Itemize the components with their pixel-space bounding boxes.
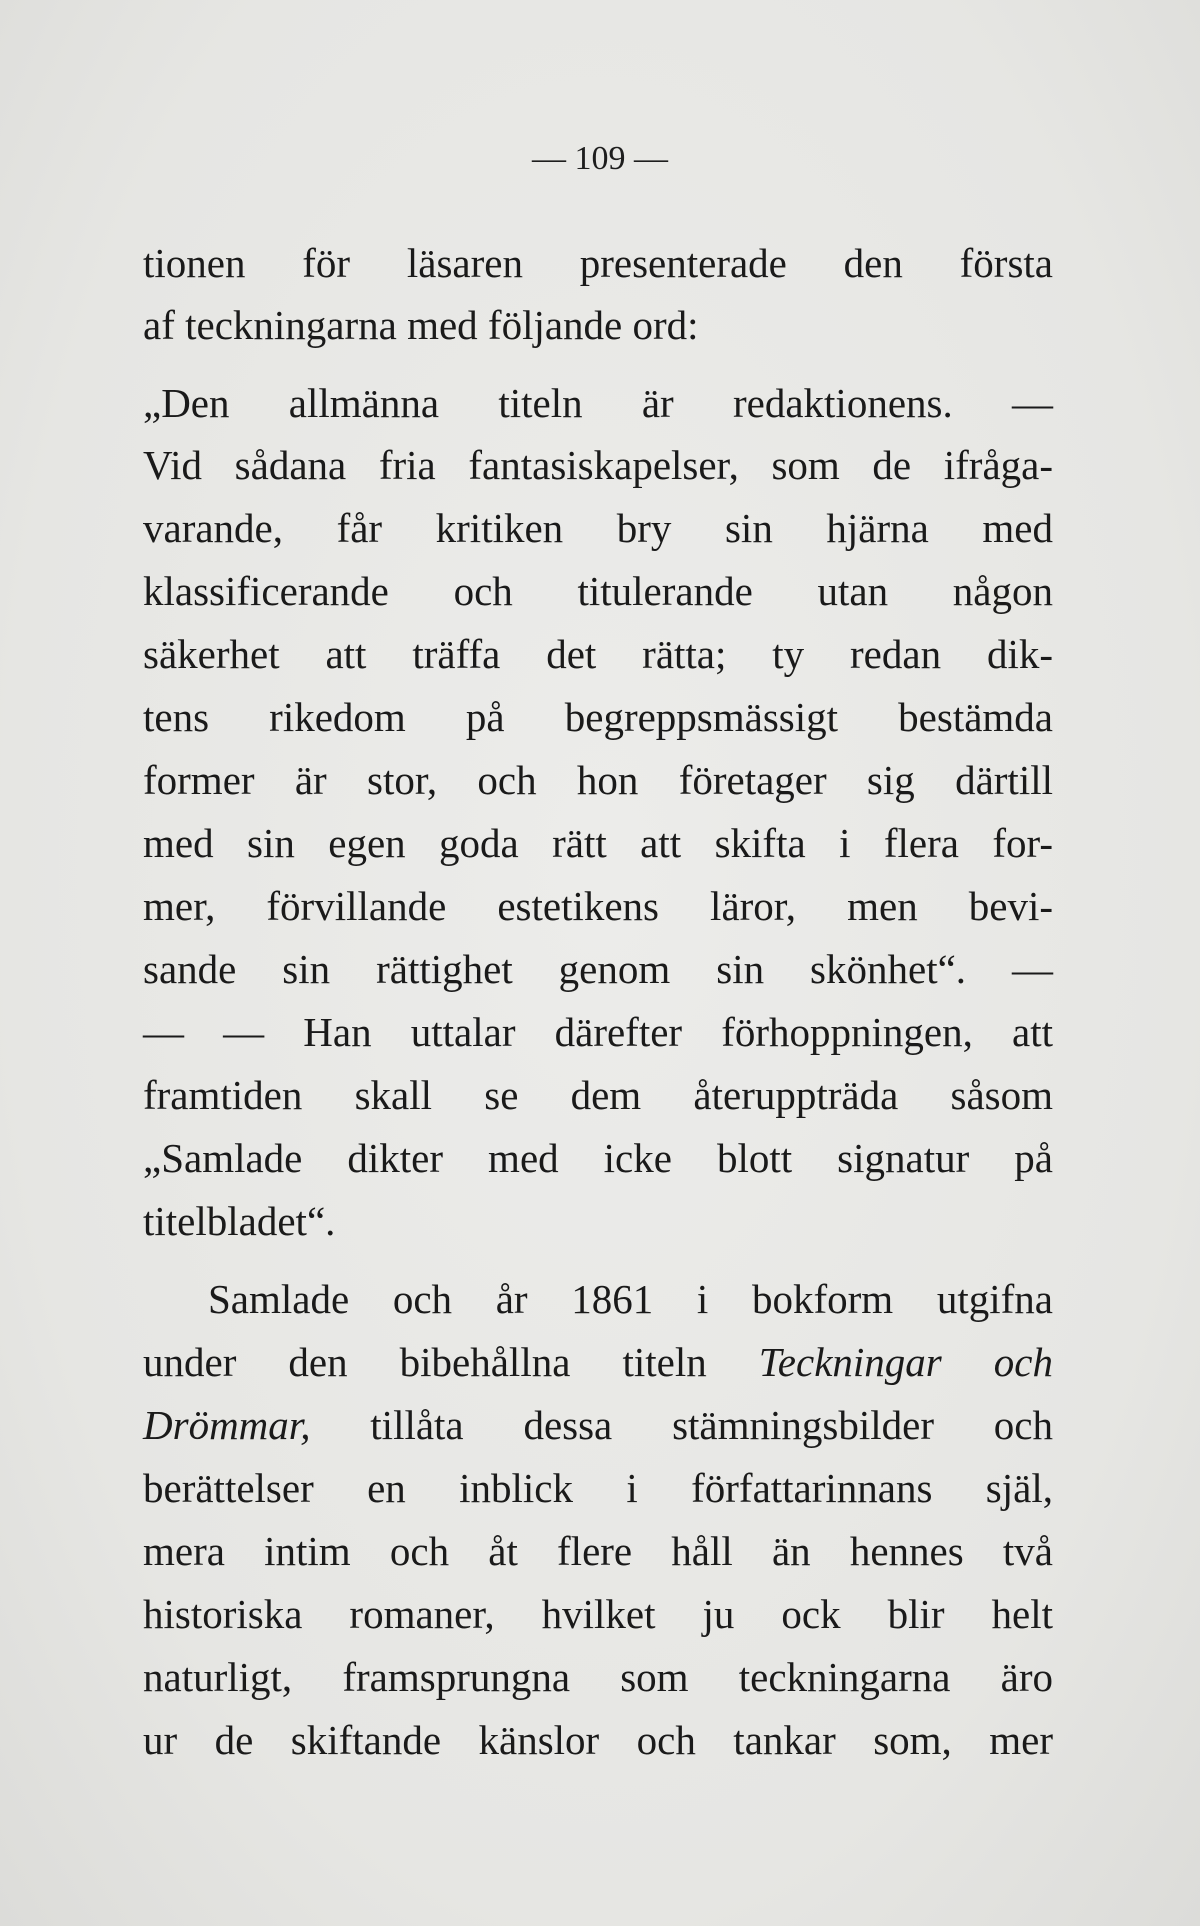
text-line-4: Vid sådana fria fantasiskapelser, som de ifråga-	[143, 442, 1053, 488]
text-line-5: varande, får kritiken bry sin hjärna med	[143, 505, 1053, 551]
text-line-18-roman: under den bibehållna titeln	[143, 1339, 707, 1385]
text-line-19	[143, 1400, 1053, 1450]
text-line-24: ur de skiftande känslor och tankar som, mer	[143, 1717, 1053, 1763]
text-line-17: Samlade och år 1861 i bokform utgifna	[208, 1276, 1053, 1322]
text-line-7: säkerhet att träffa det rätta; ty redan dik-	[143, 631, 1053, 677]
text-line-9: former är stor, och hon företager sig därtill	[143, 757, 1053, 803]
text-line-12: sande sin rättighet genom sin skönhet“. —	[143, 946, 1053, 992]
text-line-18	[143, 1337, 1053, 1387]
book-title-part-1: Teckningar och	[758, 1339, 1053, 1385]
text-line-23: naturligt, framsprungna som teckningarna äro	[143, 1654, 1053, 1700]
text-line-1: tionen för läsaren presenterade den första	[143, 240, 1053, 286]
text-line-14: framtiden skall se dem återuppträda såsom	[143, 1072, 1053, 1118]
text-line-22: historiska romaner, hvilket ju ock blir helt	[143, 1591, 1053, 1637]
text-line-16: titelbladet“.	[143, 1198, 336, 1244]
text-line-20: berättelser en inblick i författarinnans själ,	[143, 1465, 1053, 1511]
text-line-2: af teckningarna med följande ord:	[143, 302, 699, 348]
text-line-8: tens rikedom på begreppsmässigt bestämda	[143, 694, 1053, 740]
text-line-6: klassificerande och titulerande utan någon	[143, 568, 1053, 614]
text-line-11: mer, förvillande estetikens läror, men bevi-	[143, 883, 1053, 929]
book-title-part-2: Drömmar,	[143, 1402, 311, 1448]
text-line-13: — — Han uttalar därefter förhoppningen, att	[143, 1009, 1053, 1055]
text-line-21: mera intim och åt flere håll än hennes två	[143, 1528, 1053, 1574]
text-line-15: „Samlade dikter med icke blott signatur på	[143, 1135, 1053, 1181]
page-number: — 109 —	[532, 140, 668, 177]
text-line-3: „Den allmänna titeln är redaktionens. —	[143, 380, 1053, 426]
text-line-10: med sin egen goda rätt att skifta i flera for-	[143, 820, 1053, 866]
text-line-19-roman: tillåta dessa stämningsbilder och	[370, 1402, 1054, 1448]
